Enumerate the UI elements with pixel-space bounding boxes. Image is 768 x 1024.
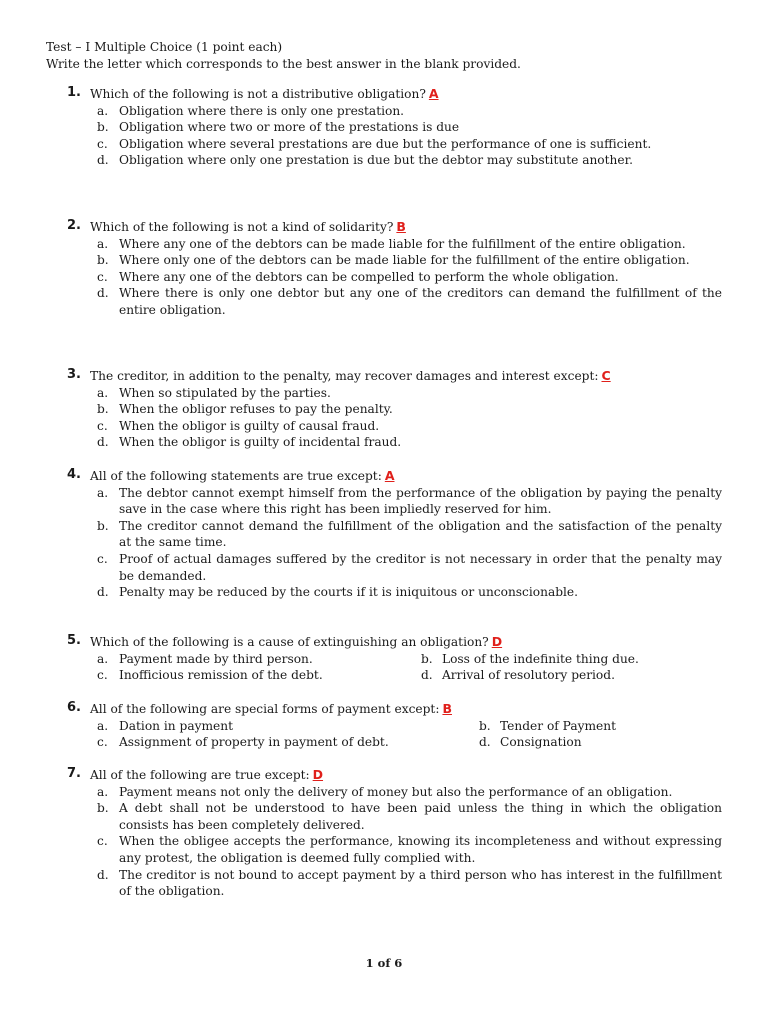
option-a: a. Obligation where there is only one prestation. — [97, 103, 405, 118]
test-instruction: Write the letter which corresponds to the best answer in the blank provided. — [46, 56, 521, 71]
option-c: c. Obligation where several prestations are due but the performance of one is sufficient. — [97, 136, 652, 151]
option-b: b. The creditor cannot demand the fulfillment of the obligation and the satisfaction of the penalty at the same time. — [97, 518, 722, 550]
option-c: Inofficious remission of the debt. — [119, 668, 323, 683]
answer-key: D — [491, 634, 503, 649]
question-number: 5. — [67, 633, 81, 648]
option-b: Tender of Payment — [500, 718, 616, 733]
test-title: Test – I Multiple Choice (1 point each) — [46, 40, 283, 54]
answer-key: C — [601, 368, 611, 383]
question-7 — [0, 767, 768, 900]
answer-key: A — [428, 86, 439, 101]
question-number: 7. — [67, 766, 81, 781]
question-3 — [0, 368, 768, 451]
option-c-letter: c. — [97, 668, 108, 683]
option-d-letter: d. — [421, 668, 433, 683]
option-d: d. When the obligor is guilty of incidental fraud. — [97, 435, 402, 450]
option-a: a. The debtor cannot exempt himself from the performance of the obligation by paying the penalty save in the case where this right has been impliedly reserved for him. — [97, 485, 722, 517]
question-number: 6. — [67, 700, 81, 715]
option-a: Dation in payment — [119, 718, 233, 733]
option-b: b. When the obligor refuses to pay the penalty. — [97, 402, 393, 417]
option-a: Payment made by third person. — [119, 651, 313, 666]
option-b: b. Obligation where two or more of the prestations is due — [97, 120, 460, 135]
question-number: 4. — [67, 467, 81, 482]
option-b: b. A debt shall not be understood to have been paid unless the thing in which the obligation consists has been completely delivered. — [97, 801, 722, 832]
question-text: All of the following statements are true except: — [90, 469, 382, 483]
option-b: Loss of the indefinite thing due. — [442, 651, 639, 666]
question-text: Which of the following is a cause of extinguishing an obligation? — [90, 635, 489, 649]
option-d: d. Where there is only one debtor but any one of the creditors can demand the fulfillment of the entire obligation. — [97, 286, 722, 317]
question-text: All of the following are special forms of payment except: — [90, 702, 440, 716]
answer-key: D — [312, 767, 324, 782]
question-number: 3. — [67, 367, 81, 382]
option-d: d. Penalty may be reduced by the courts if it is iniquitous or unconscionable. — [97, 585, 579, 600]
option-d: Arrival of resolutory period. — [442, 668, 615, 683]
option-c: c. When the obligee accepts the performance, knowing its incompleteness and without expressing any protest, the obligation is deemed fully complied with. — [97, 834, 722, 865]
option-a-letter: a. — [97, 718, 109, 733]
answer-key: A — [384, 468, 395, 483]
page-number: 1 of 6 — [365, 956, 403, 970]
option-row — [0, 651, 768, 668]
option-c: c. Where any one of the debtors can be compelled to perform the whole obligation. — [97, 269, 619, 284]
option-row — [0, 667, 768, 684]
question-6 — [0, 701, 768, 751]
question-text: All of the following are true except: — [90, 768, 310, 782]
test-header — [46, 39, 521, 72]
option-d-letter: d. — [479, 735, 491, 750]
option-c: Assignment of property in payment of debt. — [119, 735, 389, 750]
option-row — [0, 718, 768, 735]
option-d: Consignation — [500, 735, 582, 750]
option-b-letter: b. — [421, 651, 433, 666]
option-a: a. When so stipulated by the parties. — [97, 385, 331, 400]
question-number: 1. — [67, 85, 81, 100]
option-c: c. When the obligor is guilty of causal fraud. — [97, 418, 380, 433]
question-text: Which of the following is not a kind of solidarity? — [90, 220, 394, 234]
question-4 — [0, 468, 768, 601]
option-b-letter: b. — [479, 718, 491, 733]
option-row — [0, 734, 768, 751]
option-a: a. Where any one of the debtors can be made liable for the fulfillment of the entire obligation. — [97, 236, 686, 251]
option-a: a. Payment means not only the delivery of money but also the performance of an obligation. — [97, 784, 673, 799]
option-a-letter: a. — [97, 651, 109, 666]
option-b: b. Where only one of the debtors can be made liable for the fulfillment of the entire obligation. — [97, 253, 690, 268]
question-5 — [0, 634, 768, 684]
option-d: d. The creditor is not bound to accept payment by a third person who has interest in the fulfillment of the obligation. — [97, 867, 722, 899]
question-number: 2. — [67, 218, 81, 233]
question-1 — [0, 86, 768, 169]
option-c: c. Proof of actual damages suffered by the creditor is not necessary in order that the penalty may be demanded. — [97, 551, 722, 583]
question-2 — [0, 219, 768, 319]
answer-key: B — [442, 701, 452, 716]
question-text: The creditor, in addition to the penalty, may recover damages and interest except: — [90, 369, 599, 383]
answer-key: B — [396, 219, 406, 234]
option-d: d. Obligation where only one prestation is due but the debtor may substitute another. — [97, 153, 633, 168]
question-text: Which of the following is not a distributive obligation? — [90, 87, 426, 101]
option-c-letter: c. — [97, 735, 108, 750]
